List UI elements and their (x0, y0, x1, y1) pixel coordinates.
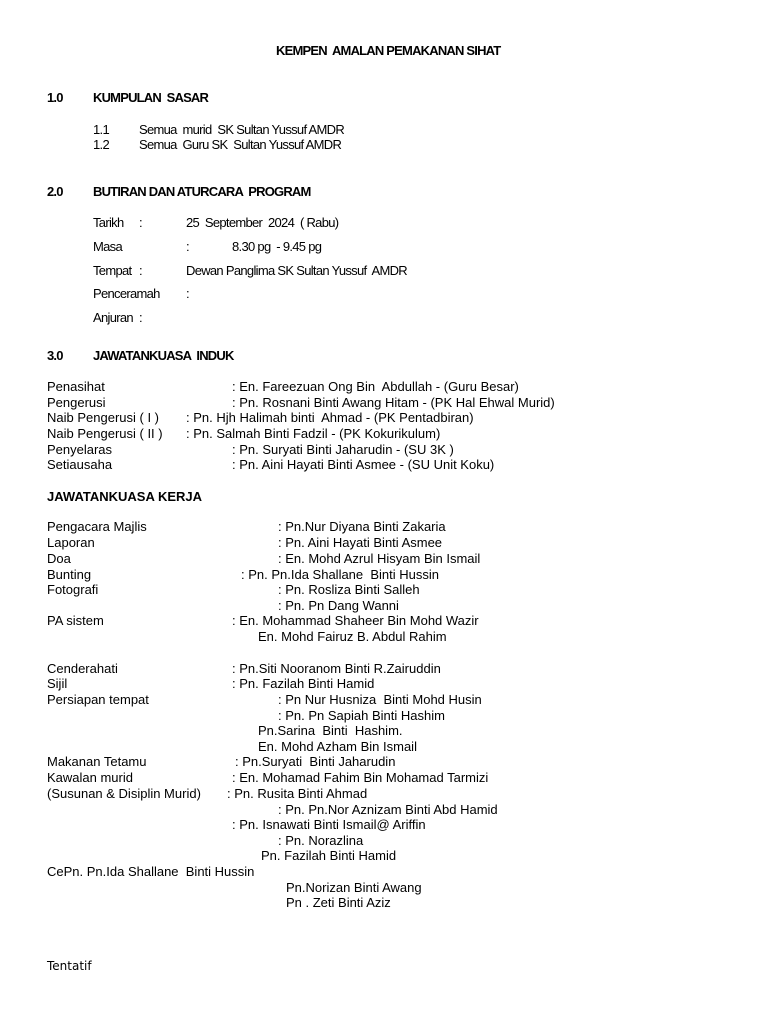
kerja-name: : Pn.Nur Diyana Binti Zakaria (278, 519, 446, 534)
kerja-name: Pn.Sarina Binti Hashim. (258, 723, 403, 738)
kerja-role: Fotografi (47, 582, 99, 597)
kerja-role: Laporan (47, 535, 95, 550)
kerja-role: Pengacara Majlis (47, 519, 147, 534)
detail-colon: : (139, 310, 142, 325)
detail-label-tempat: Tempat (93, 263, 132, 278)
detail-value-tarikh: 25 September 2024 ( Rabu) (186, 215, 339, 230)
detail-colon: : (186, 286, 189, 301)
kerja-name: : Pn. Aini Hayati Binti Asmee (278, 535, 443, 550)
footer-tentatif: Tentatif (47, 959, 92, 973)
detail-colon: : (139, 263, 142, 278)
kerja-name: : Pn. Rusita Binti Ahmad (227, 786, 368, 801)
section-3-number: 3.0 (47, 348, 63, 363)
kerja-role: Cenderahati (47, 661, 118, 676)
kerja-role: Persiapan tempat (47, 692, 149, 707)
kerja-role: Kawalan murid (47, 770, 133, 785)
kerja-name: En. Mohd Azham Bin Ismail (258, 739, 417, 754)
kerja-role: Bunting (47, 567, 92, 582)
item-1-1-text: Semua murid SK Sultan Yussuf AMDR (139, 122, 345, 137)
induk-name: : En. Fareezuan Ong Bin Abdullah - (Guru Besar) (232, 379, 519, 394)
kerja-name: : Pn. Pn Sapiah Binti Hashim (278, 708, 445, 723)
kerja-name: : Pn.Suryati Binti Jaharudin (235, 754, 396, 769)
kerja-name: : Pn. Pn Dang Wanni (278, 598, 399, 613)
kerja-name: : Pn. Pn.Nor Aznizam Binti Abd Hamid (278, 802, 498, 817)
kerja-name: : En. Mohammad Shaheer Bin Mohd Wazir (232, 613, 479, 628)
kerja-heading: JAWATANKUASA KERJA (47, 489, 203, 504)
induk-role: Penasihat (47, 379, 105, 394)
item-1-2-number: 1.2 (93, 137, 109, 152)
section-2-number: 2.0 (47, 184, 63, 199)
kerja-name: Pn.Norizan Binti Awang (286, 880, 422, 895)
kerja-name: : En. Mohd Azrul Hisyam Bin Ismail (278, 551, 481, 566)
induk-name: : Pn. Salmah Binti Fadzil - (PK Kokurikulum) (186, 426, 441, 441)
kerja-name: Pn. Fazilah Binti Hamid (261, 848, 397, 863)
induk-role: Pengerusi (47, 395, 106, 410)
section-1-heading: KUMPULAN SASAR (93, 90, 209, 105)
kerja-role: Doa (47, 551, 71, 566)
detail-value-tempat: Dewan Panglima SK Sultan Yussuf AMDR (186, 263, 407, 278)
section-2-heading: BUTIRAN DAN ATURCARA PROGRAM (93, 184, 311, 199)
induk-role: Naib Pengerusi ( II ) (47, 426, 163, 441)
kerja-name: : Pn Nur Husniza Binti Mohd Husin (278, 692, 482, 707)
detail-value-masa: 8.30 pg - 9.45 pg (232, 239, 322, 254)
kerja-role: Sijil (47, 676, 68, 691)
kerja-name: : Pn. Fazilah Binti Hamid (232, 676, 375, 691)
detail-label-masa: Masa (93, 239, 122, 254)
kerja-name: : Pn.Siti Nooranom Binti R.Zairuddin (232, 661, 441, 676)
item-1-1-number: 1.1 (93, 122, 109, 137)
induk-role: Penyelaras (47, 442, 113, 457)
induk-name: : Pn. Suryati Binti Jaharudin - (SU 3K ) (232, 442, 454, 457)
detail-label-tarikh: Tarikh (93, 215, 124, 230)
detail-label-anjuran: Anjuran (93, 310, 133, 325)
detail-label-penceramah: Penceramah (93, 286, 160, 301)
kerja-name: : Pn. Isnawati Binti Ismail@ Ariffin (232, 817, 426, 832)
kerja-name: En. Mohd Fairuz B. Abdul Rahim (258, 629, 447, 644)
kerja-role: PA sistem (47, 613, 104, 628)
detail-colon: : (139, 215, 142, 230)
induk-role: Setiausaha (47, 457, 113, 472)
kerja-name: : En. Mohamad Fahim Bin Mohamad Tarmizi (232, 770, 489, 785)
document-title: KEMPEN AMALAN PEMAKANAN SIHAT (276, 43, 501, 58)
kerja-name: : Pn. Pn.Ida Shallane Binti Hussin (241, 567, 440, 582)
kerja-role: CePn. Pn.Ida Shallane Binti Hussin (47, 864, 255, 879)
kerja-role: Makanan Tetamu (47, 754, 147, 769)
section-1-number: 1.0 (47, 90, 63, 105)
induk-name: : Pn. Aini Hayati Binti Asmee - (SU Unit Koku) (232, 457, 495, 472)
item-1-2-text: Semua Guru SK Sultan Yussuf AMDR (139, 137, 342, 152)
kerja-name: Pn . Zeti Binti Aziz (286, 895, 391, 910)
kerja-name: : Pn. Rosliza Binti Salleh (278, 582, 420, 597)
induk-name: : Pn. Rosnani Binti Awang Hitam - (PK Hal Ehwal Murid) (232, 395, 555, 410)
detail-colon: : (186, 239, 189, 254)
kerja-role: (Susunan & Disiplin Murid) (47, 786, 201, 801)
induk-name: : Pn. Hjh Halimah binti Ahmad - (PK Pentadbiran) (186, 410, 474, 425)
section-3-heading: JAWATANKUASA INDUK (93, 348, 234, 363)
induk-role: Naib Pengerusi ( I ) (47, 410, 159, 425)
kerja-name: : Pn. Norazlina (278, 833, 364, 848)
